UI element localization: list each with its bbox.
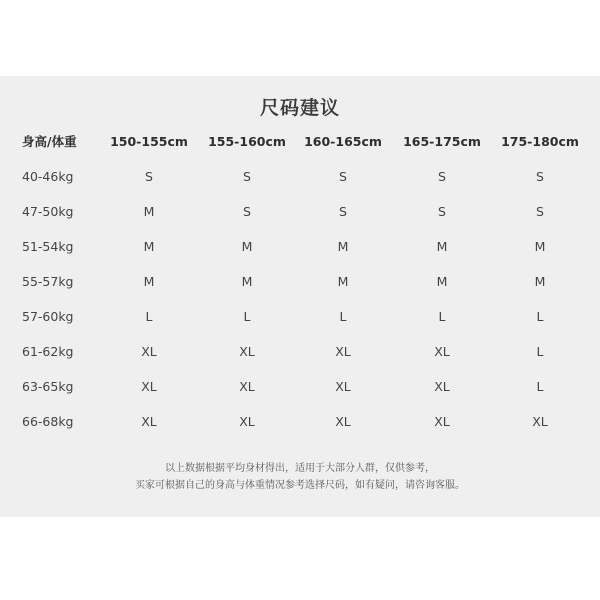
size-cell: M [143, 204, 155, 219]
size-cell: M [241, 239, 253, 254]
size-cell: L [536, 344, 544, 359]
size-cell: L [438, 309, 446, 324]
weight-label: 61-62kg [22, 344, 74, 359]
size-cell: M [337, 239, 349, 254]
table-header-row [0, 132, 600, 167]
table-row [0, 167, 600, 202]
size-cell: S [536, 169, 544, 184]
height-header: 160-165cm [304, 134, 382, 149]
table-row [0, 412, 600, 447]
size-cell: L [536, 379, 544, 394]
size-cell: XL [532, 414, 548, 429]
size-cell: S [339, 169, 347, 184]
weight-label: 51-54kg [22, 239, 74, 254]
size-cell: S [243, 169, 251, 184]
height-header: 165-175cm [403, 134, 481, 149]
weight-label: 40-46kg [22, 169, 74, 184]
table-row [0, 342, 600, 377]
size-cell: XL [141, 379, 157, 394]
size-cell: S [438, 204, 446, 219]
size-cell: XL [335, 414, 351, 429]
table-row [0, 307, 600, 342]
size-cell: S [339, 204, 347, 219]
size-cell: M [143, 239, 155, 254]
size-cell: M [241, 274, 253, 289]
corner-header: 身高/体重 [22, 134, 77, 149]
size-cell: L [536, 309, 544, 324]
weight-label: 57-60kg [22, 309, 74, 324]
weight-label: 55-57kg [22, 274, 74, 289]
weight-label: 66-68kg [22, 414, 74, 429]
size-cell: XL [434, 344, 450, 359]
size-cell: S [536, 204, 544, 219]
size-cell: L [339, 309, 347, 324]
size-cell: M [534, 239, 546, 254]
size-guide-title: 尺码建议 [259, 97, 340, 119]
height-header: 175-180cm [501, 134, 579, 149]
size-cell: L [243, 309, 251, 324]
disclaimer-line: 以上数据根据平均身材得出，适用于大部分人群，仅供参考， [165, 463, 435, 474]
size-guide-panel [0, 76, 600, 517]
size-cell: XL [335, 344, 351, 359]
weight-label: 47-50kg [22, 204, 74, 219]
size-cell: XL [239, 414, 255, 429]
size-cell: M [436, 274, 448, 289]
table-row [0, 377, 600, 412]
size-cell: M [143, 274, 155, 289]
weight-label: 63-65kg [22, 379, 74, 394]
size-cell: M [337, 274, 349, 289]
table-row [0, 272, 600, 307]
size-cell: M [534, 274, 546, 289]
size-cell: XL [141, 414, 157, 429]
disclaimer-line: 买家可根据自己的身高与体重情况参考选择尺码，如有疑问，请咨询客服。 [135, 480, 465, 491]
size-table [0, 132, 600, 447]
height-header: 150-155cm [110, 134, 188, 149]
size-cell: XL [335, 379, 351, 394]
size-cell: L [145, 309, 153, 324]
size-cell: XL [434, 379, 450, 394]
size-cell: M [436, 239, 448, 254]
size-cell: S [438, 169, 446, 184]
table-row [0, 202, 600, 237]
size-cell: XL [141, 344, 157, 359]
size-cell: S [145, 169, 153, 184]
size-cell: S [243, 204, 251, 219]
size-cell: XL [434, 414, 450, 429]
height-header: 155-160cm [208, 134, 286, 149]
size-cell: XL [239, 344, 255, 359]
table-row [0, 237, 600, 272]
size-cell: XL [239, 379, 255, 394]
